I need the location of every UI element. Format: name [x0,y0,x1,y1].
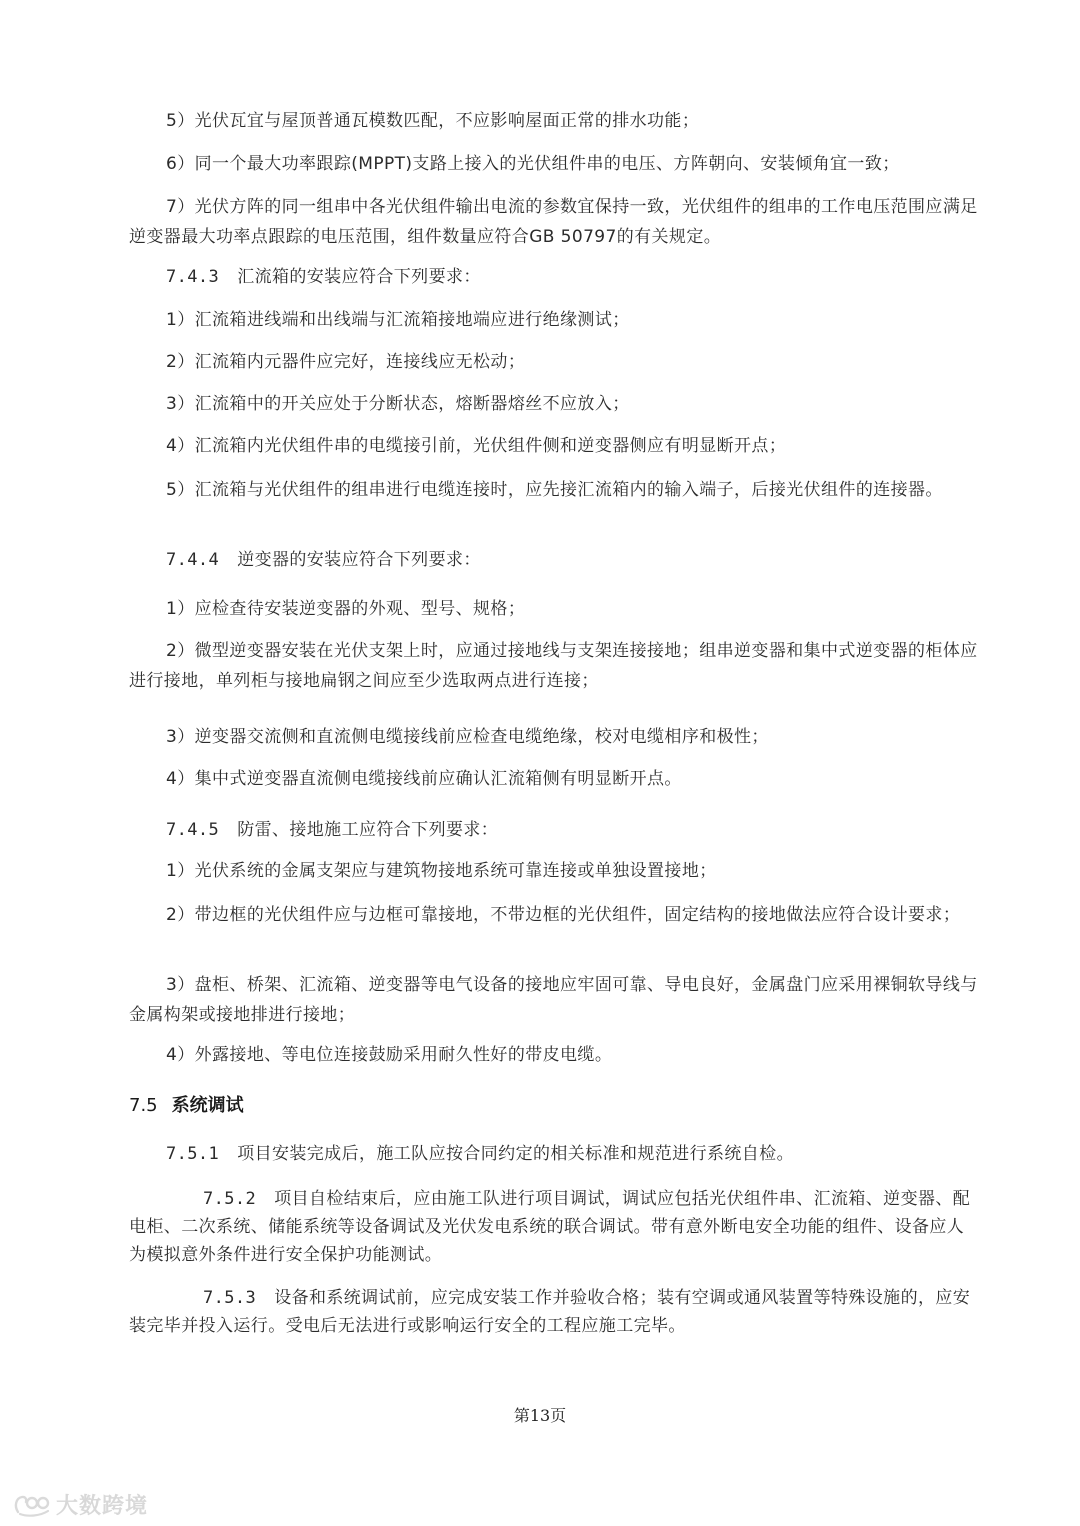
clause-heading-7-4-3 [166,267,1018,287]
clause-number: 7.4.4 [166,550,220,570]
page-number: 第13页 [513,1406,567,1425]
clause-number: 7.5.1 [166,1144,220,1164]
clause-number: 7.4.3 [166,267,220,287]
paragraph-item-4c: 4）外露接地、等电位连接鼓励采用耐久性好的带皮电缆。 [166,1045,613,1065]
clause-text: 项目安装完成后，施工队应按合同约定的相关标准和规范进行系统自检。 [237,1144,794,1164]
clause-7-5-2 [129,1185,981,1269]
paragraph-item-2b: 2）微型逆变器安装在光伏支架上时，应通过接地线与支架连接接地；组串逆变器和集中式逆变器的柜体应进行接地，单列柜与接地扁钢之间应至少选取两点进行连接； [129,641,978,691]
paragraph-item-3: 3）汇流箱中的开关应处于分断状态，熔断器熔丝不应放入； [166,394,630,414]
watermark-text: 大数跨境 [56,1494,149,1519]
clause-text: 逆变器的安装应符合下列要求： [237,550,481,570]
section-number: 7.5 [129,1095,158,1116]
clause-number: 7.4.5 [166,820,220,840]
clause-7-5-1 [166,1144,1018,1164]
clause-7-5-3 [129,1284,981,1340]
clause-text: 汇流箱的安装应符合下列要求： [237,267,481,287]
clause-number: 7.5.3 [203,1288,257,1308]
paragraph-item-4: 4）汇流箱内光伏组件串的电缆接引前，光伏组件侧和逆变器侧应有明显断开点； [166,436,787,456]
paragraph-item-5: 5）光伏瓦宜与屋顶普通瓦模数匹配，不应影响屋面正常的排水功能； [166,111,700,131]
paragraph-item-7: 7）光伏方阵的同一组串中各光伏组件输出电流的参数宜保持一致，光伏组件的组串的工作电压范围应满足逆变器最大功率点跟踪的电压范围，组件数量应符合GB 50797的有关规定。 [129,197,978,247]
paragraph-item-5b: 5）汇流箱与光伏组件的组串进行电缆连接时，应先接汇流箱内的输入端子，后接光伏组件的连接器。 [166,480,943,500]
clause-text: 项目自检结束后，应由施工队进行项目调试，调试应包括光伏组件串、汇流箱、逆变器、配电柜、二次系统、储能系统等设备调试及光伏发电系统的联合调试。带有意外断电安全功能的组件、设备应人为模拟意外条件进行安全保护功能测试。 [129,1189,971,1265]
clause-heading-7-4-5 [166,820,1018,840]
clause-heading-7-4-4 [166,550,1018,570]
paragraph-item-6: 6）同一个最大功率跟踪(MPPT)支路上接入的光伏组件串的电压、方阵朝向、安装倾角宜一致； [166,154,900,174]
section-heading-7-5 [129,1094,244,1118]
paragraph-item-3b: 3）逆变器交流侧和直流侧电缆接线前应检查电缆绝缘，校对电缆相序和极性； [166,727,769,747]
paragraph-item-2c: 2）带边框的光伏组件应与边框可靠接地，不带边框的光伏组件，固定结构的接地做法应符合设计要求； [166,905,961,925]
paragraph-item-1: 1）汇流箱进线端和出线端与汇流箱接地端应进行绝缘测试； [166,310,630,330]
paragraph-item-1c: 1）光伏系统的金属支架应与建筑物接地系统可靠连接或单独设置接地； [166,861,717,881]
clause-text: 设备和系统调试前，应完成安装工作并验收合格；装有空调或通风装置等特殊设施的，应安装完毕并投入运行。受电后无法进行或影响运行安全的工程应施工完毕。 [129,1288,971,1336]
clause-number: 7.5.2 [203,1189,257,1209]
brand-logo-icon [12,1492,52,1518]
paragraph-item-1b: 1）应检查待安装逆变器的外观、型号、规格； [166,599,526,619]
clause-text: 防雷、接地施工应符合下列要求： [237,820,499,840]
paragraph-item-4b: 4）集中式逆变器直流侧电缆接线前应确认汇流箱侧有明显断开点。 [166,769,682,789]
paragraph-item-3c: 3）盘柜、桥架、汇流箱、逆变器等电气设备的接地应牢固可靠、导电良好，金属盘门应采用裸铜软导线与金属构架或接地排进行接地； [129,975,978,1025]
paragraph-item-2: 2）汇流箱内元器件应完好，连接线应无松动； [166,352,526,372]
section-title-text: 系统调试 [171,1095,244,1116]
watermark [12,1489,148,1520]
